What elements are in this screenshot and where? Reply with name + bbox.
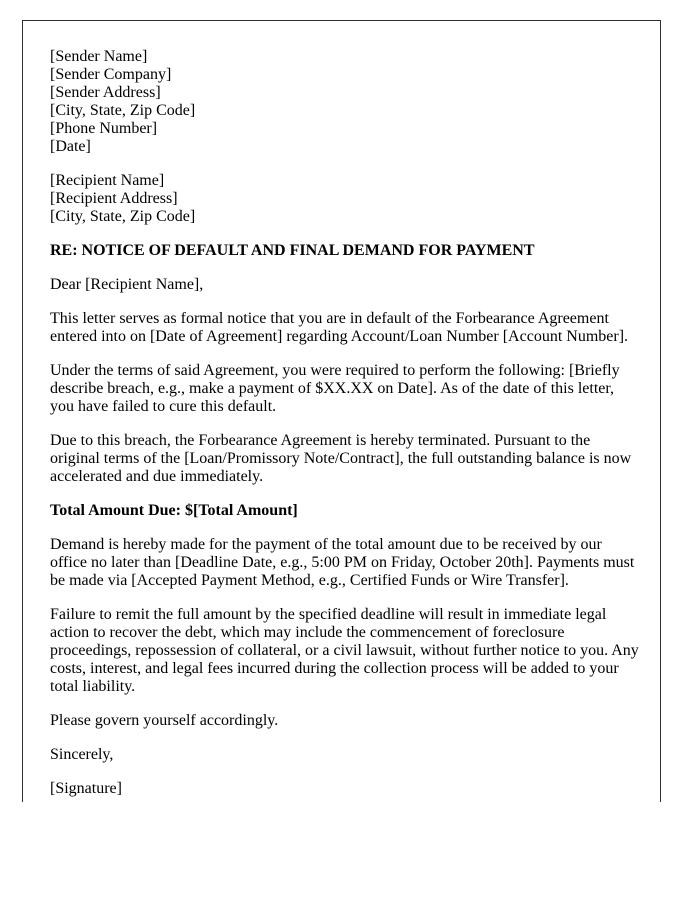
total-amount-due: Total Amount Due: $[Total Amount] — [50, 502, 298, 519]
sender-name: [Sender Name] — [50, 48, 148, 65]
closing-line: Please govern yourself accordingly. — [50, 712, 279, 729]
letter-document — [22, 20, 661, 802]
paragraph-breach-description: Under the terms of said Agreement, you were required to perform the following: [Briefly describe breach, e.g., make a payment of $XX.XX on Date]. As of the date of this letter, you have failed to cure this default. — [50, 362, 620, 415]
subject-line: RE: NOTICE OF DEFAULT AND FINAL DEMAND FOR PAYMENT — [50, 242, 535, 259]
paragraph-default-notice: This letter serves as formal notice that you are in default of the Forbearance Agreement entered into on [Date of Agreement] regarding Account/Loan Number [Account Number]. — [50, 310, 629, 345]
signature-placeholder: [Signature] — [50, 780, 122, 797]
recipient-block — [50, 172, 642, 226]
salutation: Dear [Recipient Name], — [50, 276, 204, 293]
sender-company: [Sender Company] — [50, 66, 172, 83]
sender-city-state-zip: [City, State, Zip Code] — [50, 102, 196, 119]
paragraph-legal-action: Failure to remit the full amount by the specified deadline will result in immediate legal action to recover the debt, which may include the commencement of foreclosure proceedings, repossession of collateral, or a civil lawsuit, without further notice to you. Any costs, interest, and legal fees incurred during the collection process will be added to your total liability. — [50, 606, 639, 695]
paragraph-payment-demand: Demand is hereby made for the payment of the total amount due to be received by our office no later than [Deadline Date, e.g., 5:00 PM on Friday, October 20th]. Payments must be made via [Accepted Payment Method, e.g., Certified Funds or Wire Transfer]. — [50, 536, 635, 589]
sign-off: Sincerely, — [50, 746, 114, 763]
letter-date: [Date] — [50, 138, 91, 155]
recipient-city-state-zip: [City, State, Zip Code] — [50, 208, 196, 225]
sender-block — [50, 48, 642, 156]
sender-address: [Sender Address] — [50, 84, 161, 101]
sender-phone: [Phone Number] — [50, 120, 158, 137]
paragraph-termination: Due to this breach, the Forbearance Agreement is hereby terminated. Pursuant to the original terms of the [Loan/Promissory Note/Contract], the full outstanding balance is now accelerated and due immediately. — [50, 432, 632, 485]
recipient-name: [Recipient Name] — [50, 172, 165, 189]
recipient-address: [Recipient Address] — [50, 190, 178, 207]
